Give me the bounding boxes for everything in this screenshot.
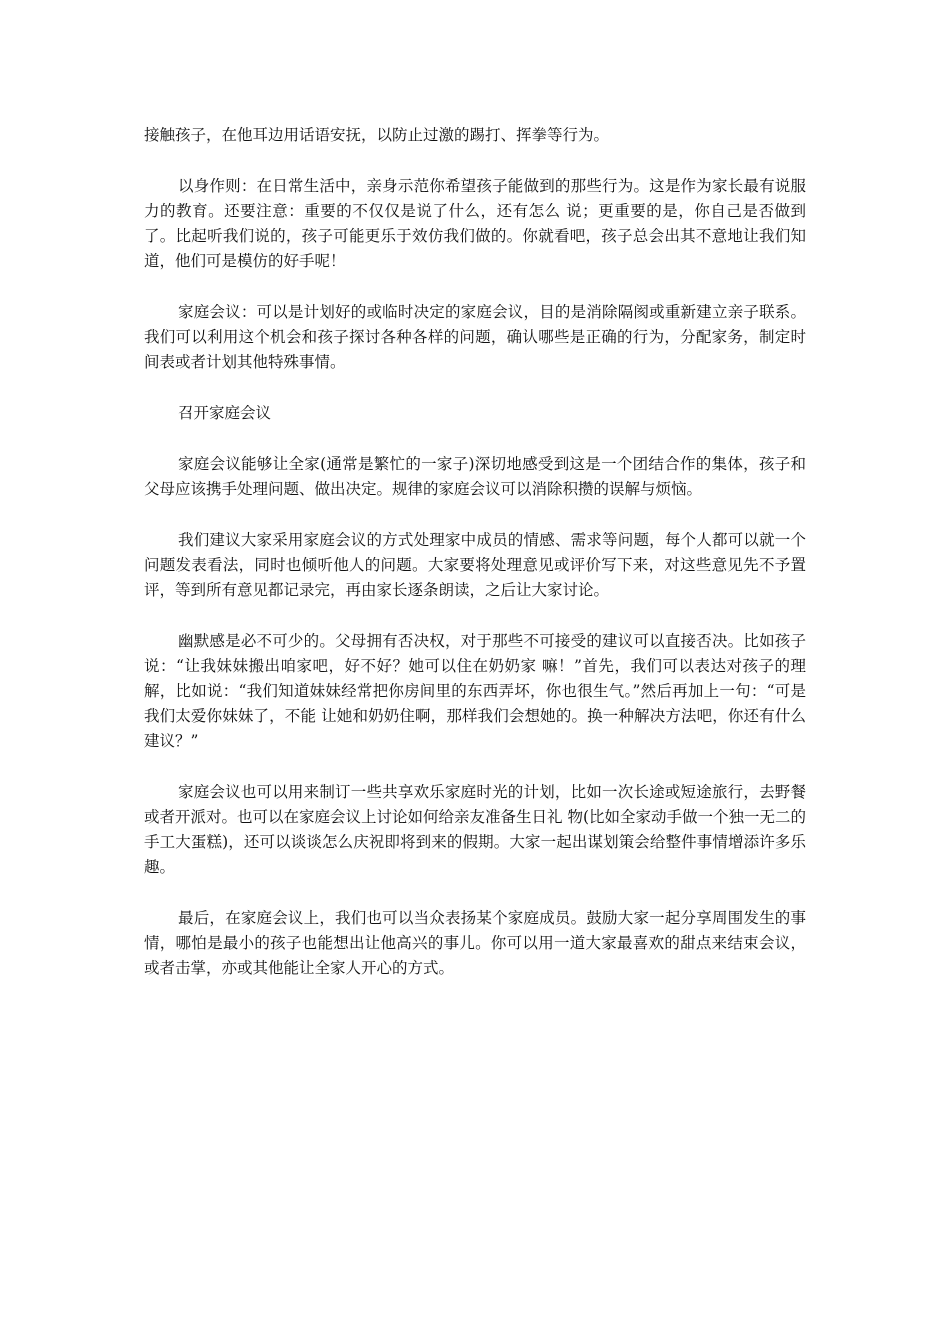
paragraph-closing: 最后，在家庭会议上，我们也可以当众表扬某个家庭成员。鼓励大家一起分享周围发生的事情，哪怕是最小的孩子也能想出让他高兴的事儿。你可以用一道大家最喜欢的甜点来结束会议，或者击掌，亦或其他能让全家人开心的方式。 (144, 909, 806, 977)
paragraph-lead-by-example: 以身作则：在日常生活中，亲身示范你希望孩子能做到的那些行为。这是作为家长最有说服力的教育。还要注意：重要的不仅仅是说了什么，还有怎么 说；更重要的是，你自己是否做到了。比起听我们说的，孩子可能更乐于效仿我们做的。你就看吧，孩子总会出其不意地让我们知道，他们可是模仿的好手呢！ (144, 177, 806, 270)
paragraph-meeting-method: 我们建议大家采用家庭会议的方式处理家中成员的情感、需求等问题，每个人都可以就一个问题发表看法，同时也倾听他人的问题。大家要将处理意见或评价写下来，对这些意见先不予置评，等到所有意见都记录完，再由家长逐条朗读，之后让大家讨论。 (144, 531, 806, 599)
paragraph-family-meeting: 家庭会议：可以是计划好的或临时决定的家庭会议，目的是消除隔阂或重新建立亲子联系。我们可以利用这个机会和孩子探讨各种各样的问题，确认哪些是正确的行为，分配家务，制定时间表或者计划其他特殊事情。 (144, 303, 806, 371)
paragraph-meeting-unity: 家庭会议能够让全家(通常是繁忙的一家子)深切地感受到这是一个团结合作的集体，孩子和父母应该携手处理问题、做出决定。规律的家庭会议可以消除积攒的误解与烦恼。 (144, 455, 806, 498)
paragraph-continued: 接触孩子，在他耳边用话语安抚，以防止过激的踢打、挥拳等行为。 (144, 126, 610, 144)
paragraph-humor: 幽默感是必不可少的。父母拥有否决权，对于那些不可接受的建议可以直接否决。比如孩子说：“让我妹妹搬出咱家吧，好不好？她可以住在奶奶家 嘛！”首先，我们可以表达对孩子的理解，比如说：“我们知道妹妹经常把你房间里的东西弄坏，你也很生气。”然后再加上一句：“可是我们太爱你妹妹了，不能 让她和奶奶住啊，那样我们会想她的。换一种解决方法吧，你还有什么建议？” (144, 632, 806, 750)
section-heading: 召开家庭会议 (178, 404, 272, 422)
paragraph-family-time: 家庭会议也可以用来制订一些共享欢乐家庭时光的计划，比如一次长途或短途旅行，去野餐或者开派对。也可以在家庭会议上讨论如何给亲友准备生日礼 物(比如全家动手做一个独一无二的手工大蛋糕)，还可以谈谈怎么庆祝即将到来的假期。大家一起出谋划策会给整件事情增添许多乐趣。 (144, 783, 806, 876)
document-body (144, 123, 806, 1007)
